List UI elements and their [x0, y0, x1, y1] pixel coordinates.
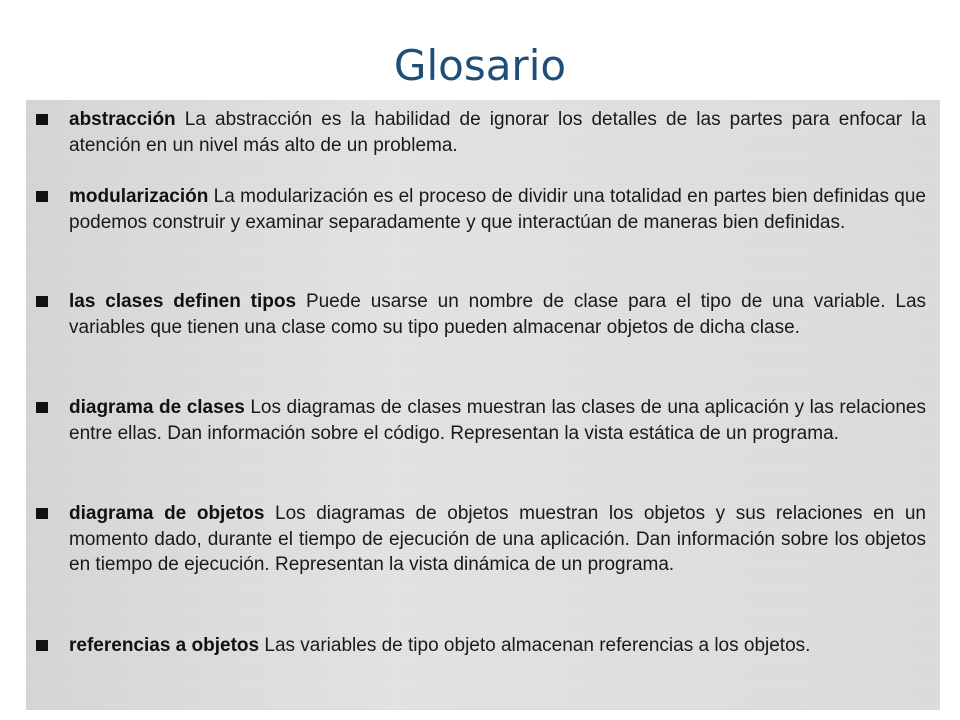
glossary-entry-text [69, 395, 926, 446]
glossary-term: diagrama de objetos [69, 503, 265, 524]
glossary-term: las clases definen tipos [69, 291, 297, 312]
glossary-entry-diagrama-de-clases [36, 395, 926, 446]
glossary-entry-text [69, 633, 926, 659]
scanned-glossary-image [26, 100, 940, 710]
glossary-entry-clases-definen-tipos [36, 289, 926, 340]
glossary-term: referencias a objetos [69, 635, 260, 656]
glossary-definition: Puede usarse un nombre de clase para el tipo de una variable. Las variables que tienen una clase como su tipo pueden almacenar objetos de dicha clase. [69, 291, 927, 338]
glossary-definition: Los diagramas de clases muestran las clases de una aplicación y las relaciones entre ellas. Dan información sobre el código. Representan la vista estática de un programa. [69, 397, 927, 444]
square-bullet-icon [36, 640, 48, 651]
square-bullet-icon [36, 508, 48, 519]
glossary-term: abstracción [69, 109, 176, 130]
glossary-entry-text [69, 184, 926, 235]
glossary-term: diagrama de clases [69, 397, 245, 418]
glossary-definition: La modularización es el proceso de dividir una totalidad en partes bien definidas que podemos construir y examinar separadamente y que interactúan de maneras bien definidas. [69, 186, 926, 233]
square-bullet-icon [36, 114, 48, 125]
glossary-term: modularización [69, 186, 209, 207]
glossary-entry-referencias-a-objetos [36, 633, 926, 659]
glossary-definition: La abstracción es la habilidad de ignorar los detalles de las partes para enfocar la atención en un nivel más alto de un problema. [69, 109, 927, 156]
glossary-entry-diagrama-de-objetos [36, 501, 926, 578]
square-bullet-icon [36, 191, 48, 202]
glossary-entry-text [69, 289, 926, 340]
glossary-definition: Las variables de tipo objeto almacenan referencias a los objetos. [264, 635, 811, 656]
glossary-entry-text [69, 501, 926, 578]
glossary-entry-abstraccion [36, 107, 926, 158]
glossary-entry-modularizacion [36, 184, 926, 235]
square-bullet-icon [36, 402, 48, 413]
square-bullet-icon [36, 296, 48, 307]
glossary-entry-text [69, 107, 926, 158]
slide-title: Glosario [393, 41, 567, 90]
glossary-definition: Los diagramas de objetos muestran los objetos y sus relaciones en un momento dado, durante el tiempo de ejecución de una aplicación. Dan información sobre los objetos en tiempo de ejecución. Representan la vista dinámica de un programa. [69, 503, 926, 575]
